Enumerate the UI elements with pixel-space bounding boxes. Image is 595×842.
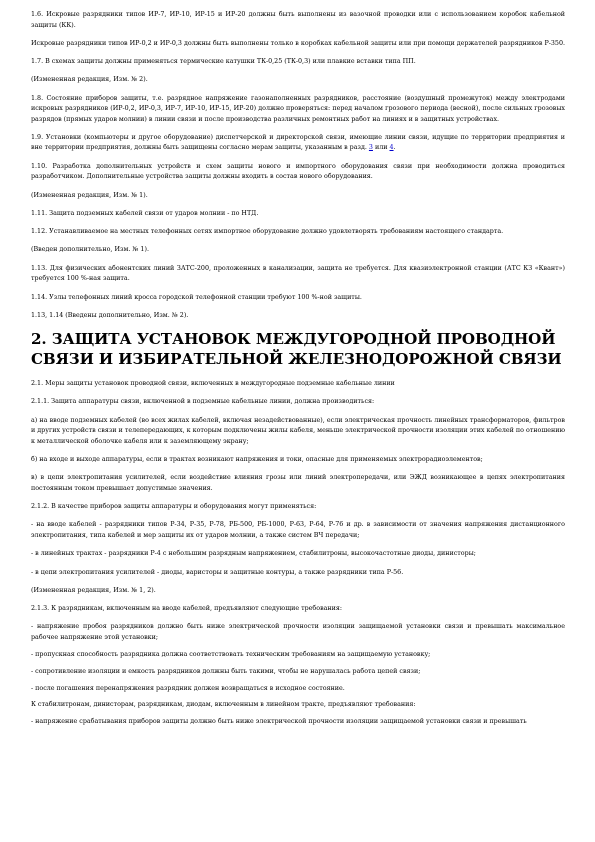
list-item-a: а) на вводе подземных кабелей (во всех жилах кабелей, включая незадействованные), если электрическая прочность линейных трансформаторов, фильтров и других устройств связи и телепередающих, к которым подключены жилы кабеля, меньше электрической прочности изоляции этих кабелей по отношению к металлической оболочке кабеля или к заземляющему экрану; — [31, 416, 565, 445]
ref-separator: или — [372, 144, 390, 152]
list-item: - после погашения перенапряжения разрядник должен возвращаться в исходное состояние. — [31, 684, 345, 692]
amendment-note: (Введен дополнительно, Изм. № 1). — [31, 246, 149, 254]
section-2-heading: 2. ЗАЩИТА УСТАНОВОК МЕЖДУГОРОДНОЙ ПРОВОДНОЙ СВЯЗИ И ИЗБИРАТЕЛЬНОЙ ЖЕЛЕЗНОДОРОЖНОЙ СВЯЗИ — [31, 330, 562, 369]
paragraph-1-6: 1.6. Искровые разрядники типов ИР-7, ИР-10, ИР-15 и ИР-20 должны быть выполнены из вазочной проводки или с использованием коробок кабельной защиты (КК). — [31, 11, 565, 29]
list-item: - в цепи электропитания усилителей - диоды, варисторы и защитные контуры, а также разрядники типа Р-56. — [31, 568, 404, 576]
amendment-note: (Измененная редакция, Изм. № 2). — [31, 76, 148, 84]
amendment-note: (Измененная редакция, Изм. № 1, 2). — [31, 586, 156, 594]
paragraph-1-8: 1.8. Состояние приборов защиты, т.е. разрядное напряжение газонаполненных разрядников, расстояние (воздушный промежуток) между электродами искровых разрядников (ИР-0,2, ИР-0,3, ИР-7, ИР-10, ИР-15, ИР-20) должно проверяться: перед началом грозового периода (весной), после сильных грозовых разрядов (прямых ударов молнии) в линии связи и после производства различных ремонтных работ на линиях и в защитных устройствах. — [31, 94, 565, 123]
amendment-note: (Измененная редакция, Изм. № 1). — [31, 191, 148, 199]
paragraph-1-10: 1.10. Разработка дополнительных устройств и схем защиты нового и импортного оборудования связи при необходимости должна проводиться разработчиком. Дополнительные устройства защиты должны входить в состав нового оборудования. — [31, 162, 565, 181]
paragraph-1-14: 1.14. Узлы телефонных линий кросса городской телефонной станции требуют 100 %-ной защиты. — [31, 293, 362, 301]
list-item-v: в) в цепи электропитания усилителей, если воздействие влияния грозы или линий электропередачи, или ЭЖД возникающее в цепях электропитания постоянным током превышает допустимые значения. — [31, 474, 565, 492]
paragraph-2-1-1: 2.1.1. Защита аппаратуры связи, включенной в подземные кабельные линии, должна производиться: — [31, 398, 375, 406]
list-item: - пропускная способность разрядника должна соответствовать техническим требованиям на защищаемую установку; — [31, 650, 431, 658]
section-4-link[interactable]: 4 — [389, 144, 394, 152]
amendment-note: 1.13, 1.14 (Введены дополнительно, Изм. № 2). — [31, 311, 189, 319]
paragraph-1-12: 1.12. Устанавливаемое на местных телефонных сетях импортное оборудование должно удовлетворять требованиям настоящего стандарта. — [31, 228, 504, 236]
paragraph-1-7: 1.7. В схемах защиты должны применяться термические катушки ТК-0,25 (ТК-0,3) или плавкие вставки типа ПП. — [31, 58, 416, 66]
list-item-b: б) на входе и выходе аппаратуры, если в трактах возникают напряжения и токи, опасные для применяемых электрорадиоэлементов; — [31, 456, 483, 464]
paragraph-1-9 — [31, 133, 565, 154]
paragraph-1-11: 1.11. Защита подземных кабелей связи от ударов молнии - по НТД. — [31, 209, 259, 217]
paragraph-ir-small: Искровые разрядники типов ИР-0,2 и ИР-0,3 должны быть выполнены только в коробках кабельной защиты или при помощи держателей разрядников Р-350. — [31, 39, 565, 47]
paragraph-requirements: К стабилитронам, динисторам, разрядникам, диодам, включенным в линейном тракте, предъявляют требования: — [31, 701, 416, 709]
ref-end: . — [393, 144, 396, 152]
list-item: - в линейных трактах - разрядники Р-4 с небольшим разрядным напряжением, стабилитроны, высокочастотные диоды, динисторы; — [31, 550, 476, 558]
list-item: - сопротивление изоляции и емкость разрядников должны быть такими, чтобы не нарушалась работа цепей связи; — [31, 667, 421, 675]
list-item: - напряжение пробоя разрядников должно быть ниже электрической прочности изоляции защищаемой установки связи и превышать максимальное рабочее напряжение этой установки; — [31, 623, 565, 641]
list-item: - на вводе кабелей - разрядники типов Р-34, Р-35, Р-78, РБ-500, РБ-1000, Р-63, Р-64, Р-76 и др. в зависимости от значения напряжения дистанционного электропитания, типа кабелей и мер защиты их от ударов молнии, а также систем ВЧ передачи; — [31, 521, 565, 539]
section-3-link[interactable]: 3 — [368, 144, 373, 152]
list-item: - напряжение срабатывания приборов защиты должно быть ниже электрической прочности изоляции защищаемой установки связи и превышать — [31, 718, 527, 726]
paragraph-2-1: 2.1. Меры защиты установок проводной связи, включенных в междугородные подземные кабельные линии — [31, 380, 395, 388]
paragraph-1-9-text: 1.9. Установки (компьютеры и другое оборудование) диспетчерской и директорской связи, имеющие линии связи, идущие по территории предприятия и вне территории предприятия, должны быть защищены согласно мерам защиты, указанным в разд. — [31, 133, 565, 152]
paragraph-2-1-2: 2.1.2. В качестве приборов защиты аппаратуры и оборудования могут применяться: — [31, 503, 317, 511]
paragraph-2-1-3: 2.1.3. К разрядникам, включенным на вводе кабелей, предъявляют следующие требования: — [31, 605, 343, 613]
paragraph-1-13: 1.13. Для физических абонентских линий ЗАТС-200, проложенных в канализации, защита не требуется. Для квазиэлектронной станции (АТС КЗ «Квант») требуется 100 %-ная защита. — [31, 264, 565, 283]
